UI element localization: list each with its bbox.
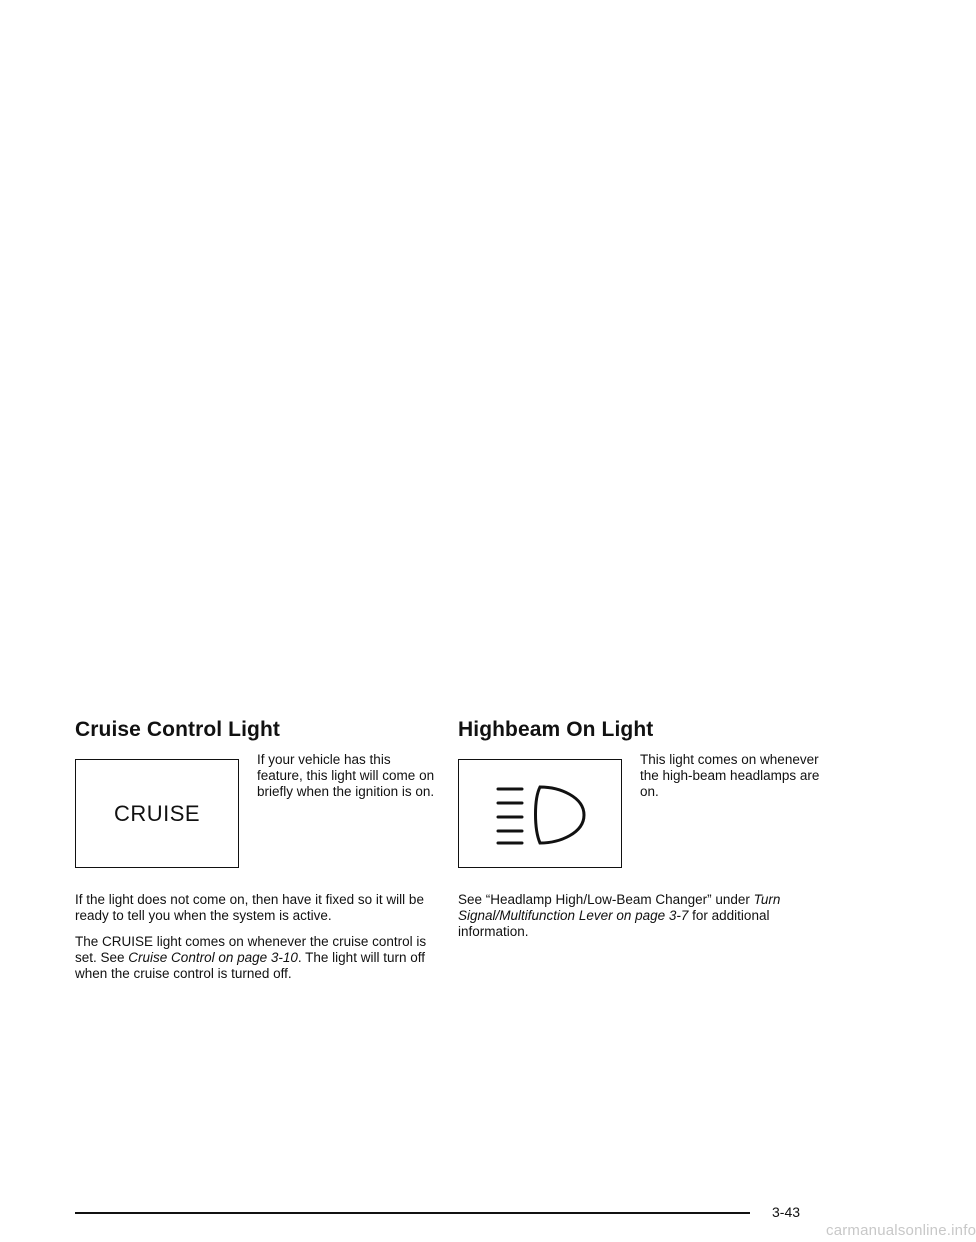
watermark: carmanualsonline.info <box>826 1222 976 1239</box>
highbeam-section <box>458 718 820 950</box>
highbeam-para1-start: See “Headlamp High/Low-Beam Changer” under <box>458 892 754 907</box>
highbeam-side-text: This light comes on whenever the high-beam headlamps are on. <box>640 752 820 799</box>
cruise-control-section <box>75 718 437 992</box>
footer-rule <box>75 1212 750 1214</box>
highbeam-indicator-box <box>458 759 622 868</box>
cruise-figure-row <box>75 752 437 892</box>
headlamp-highbeam-icon <box>490 779 590 849</box>
cruise-side-text: If your vehicle has this feature, this light will come on briefly when the ignition is on. <box>257 752 435 799</box>
cruise-paragraph-1: If the light does not come on, then have it fixed so it will be ready to tell you when the system is active. <box>75 892 424 923</box>
cruise-control-link[interactable]: Cruise Control on page 3-10 <box>128 950 298 965</box>
turn-signal-lever-link[interactable]: Turn Signal/Multifunction Lever on page 3-7 <box>458 892 781 923</box>
highbeam-paragraph-1 <box>458 892 820 940</box>
page-number: 3-43 <box>772 1204 801 1220</box>
cruise-indicator-label: CRUISE <box>113 800 201 826</box>
highbeam-para1-end: for additional information. <box>458 908 770 939</box>
highbeam-figure-row <box>458 752 820 892</box>
cruise-indicator-box <box>75 759 239 868</box>
section-title-highbeam: Highbeam On Light <box>458 718 654 741</box>
section-title-cruise: Cruise Control Light <box>75 718 280 741</box>
cruise-para2-start: The CRUISE light comes on whenever the cruise control is set. See <box>75 934 427 965</box>
cruise-para2-end: . The light will turn off when the cruise control is turned off. <box>75 950 425 981</box>
cruise-paragraph-2 <box>75 934 437 982</box>
